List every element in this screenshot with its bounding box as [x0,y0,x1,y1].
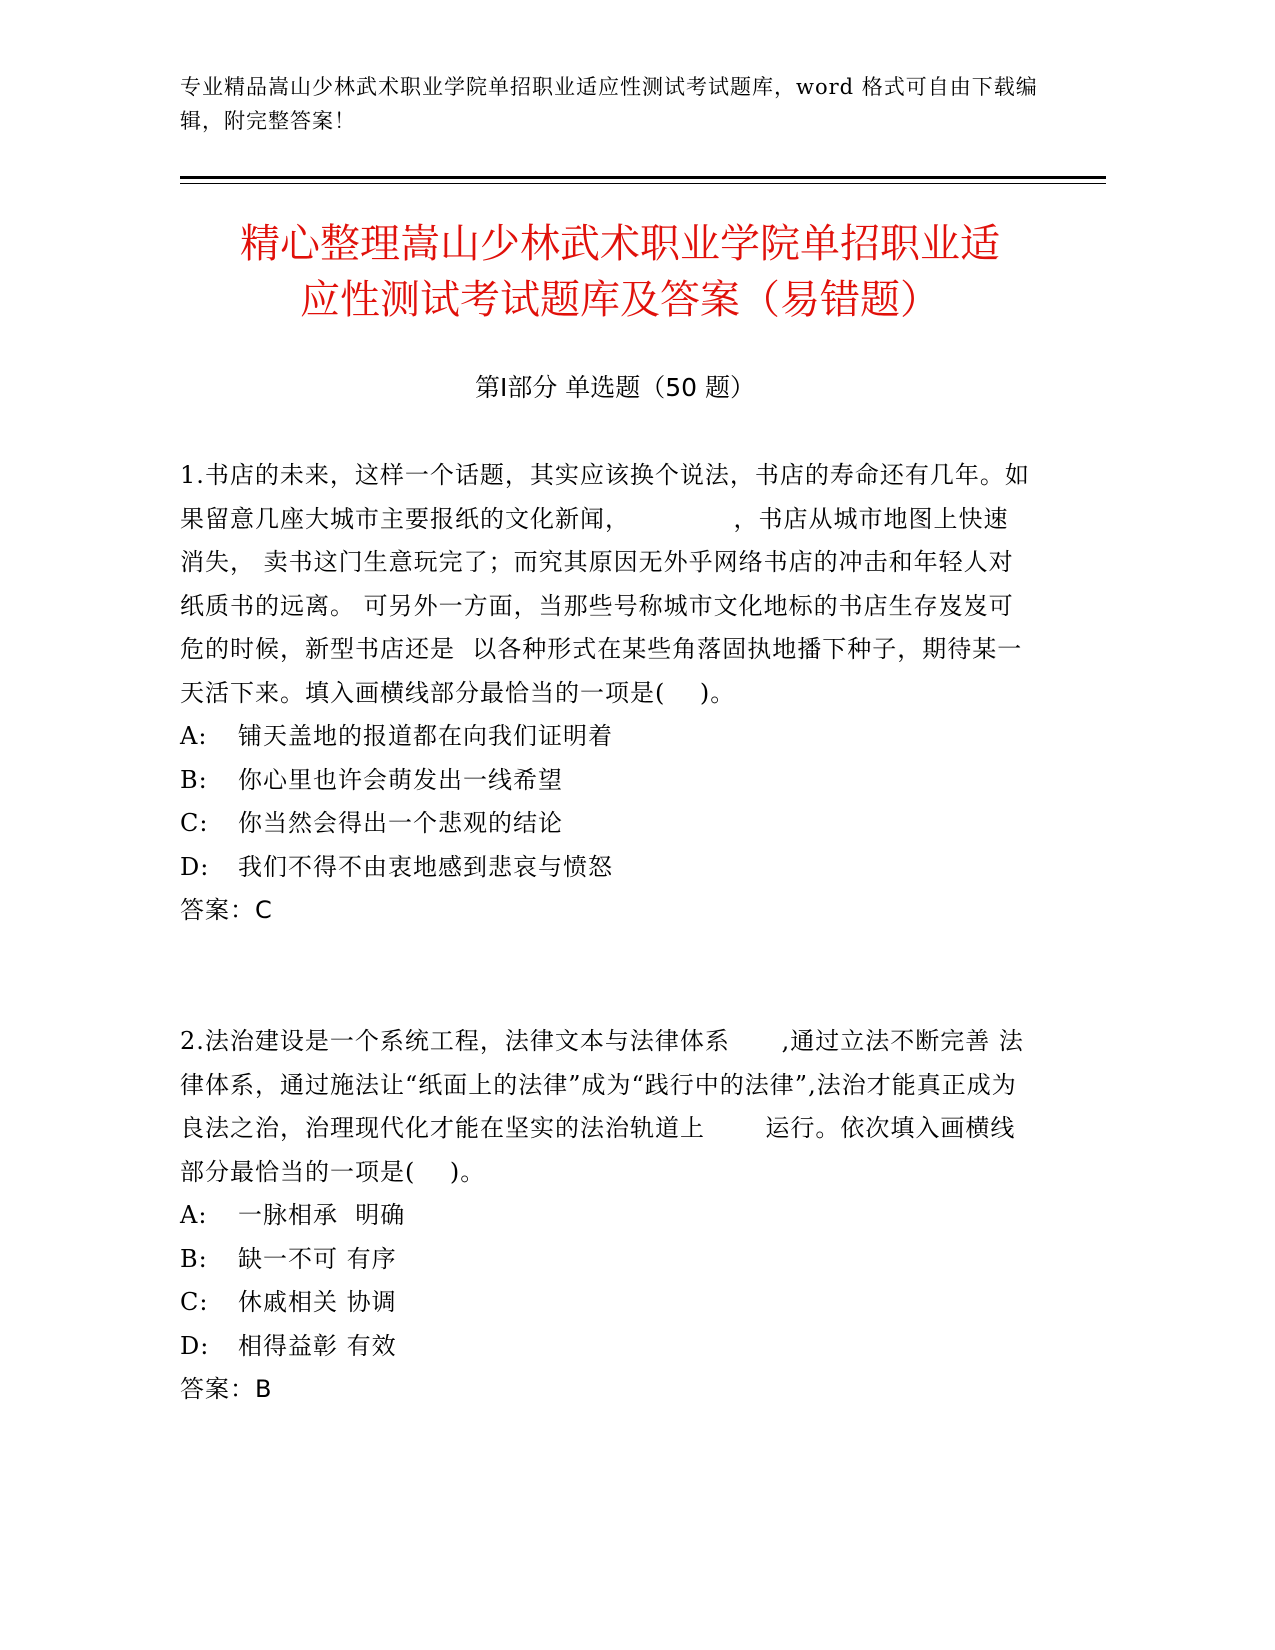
document-title [170,216,1070,328]
section-title: 第Ⅰ部分 单选题（50 题） [474,373,756,402]
option-text: 缺一不可 有序 [238,1244,397,1273]
option-letter: C: [180,1288,209,1316]
question-1 [180,454,1048,933]
title-line-2: 应性测试考试题库及答案（易错题） [300,277,940,323]
intro-text: 专业精品嵩山少林武术职业学院单招职业适应性测试考试题库，word 格式可自由下载编辑，附完整答案！ [180,75,1038,133]
option-letter: A: [180,1201,208,1229]
option-b [180,759,1030,803]
option-text: 休戚相关 协调 [238,1288,397,1316]
question-stem: 1.书店的未来，这样一个话题，其实应该换个说法，书店的寿命还有几年。如 果留意几座大城市主要报纸的文化新闻， ，书店从城市地图上快速消失， 卖书这门生意玩完了；而究其原因无外乎网络书店的冲击和年轻人对纸质书的远离。 可另外一方面，当那些号称城市文化地标的书店生存岌岌可危的时候，新型书店还是 以各种形式在某些角落固执地播下种子，期待某一天活下来。填入画横线部分最恰当的一项是( )。 [180,461,1048,707]
option-text: 一脉相承 明确 [238,1201,406,1229]
title-line-1: 精心整理嵩山少林武术职业学院单招职业适 [240,221,1000,267]
question-2 [180,1020,1030,1412]
option-b [180,1238,1030,1282]
option-c [180,802,1030,846]
option-d [180,1325,1030,1369]
option-c [180,1281,1030,1325]
option-text: 你心里也许会萌发出一线希望 [238,765,563,794]
option-text: 铺天盖地的报道都在向我们证明着 [238,722,613,750]
answer-line: 答案：B [180,1375,273,1403]
answer-line: 答案：C [180,896,273,924]
option-text: 相得益彰 有效 [238,1331,397,1360]
option-letter: A: [180,722,208,750]
option-letter: D: [180,1331,210,1360]
option-letter: B: [180,1244,208,1273]
option-text: 你当然会得出一个悲观的结论 [238,809,563,837]
option-a [180,1194,1030,1238]
option-letter: D: [180,852,210,881]
option-d [180,846,1030,890]
header-divider-thick [180,176,1106,179]
question-stem: 2.法治建设是一个系统工程，法律文本与法律体系 ,通过立法不断完善 法律体系，通过施法让“纸面上的法律”成为“践行中的法律”,法治才能真正成为良法之治，治理现代化才能在坚实的法治轨道上 运行。依次填入画横线部分最恰当的一项是( )。 [180,1027,1024,1186]
option-letter: B: [180,765,208,794]
option-text: 我们不得不由衷地感到悲哀与愤怒 [238,852,613,881]
header-divider-thin [180,183,1106,184]
option-a [180,715,1030,759]
option-letter: C: [180,809,209,837]
